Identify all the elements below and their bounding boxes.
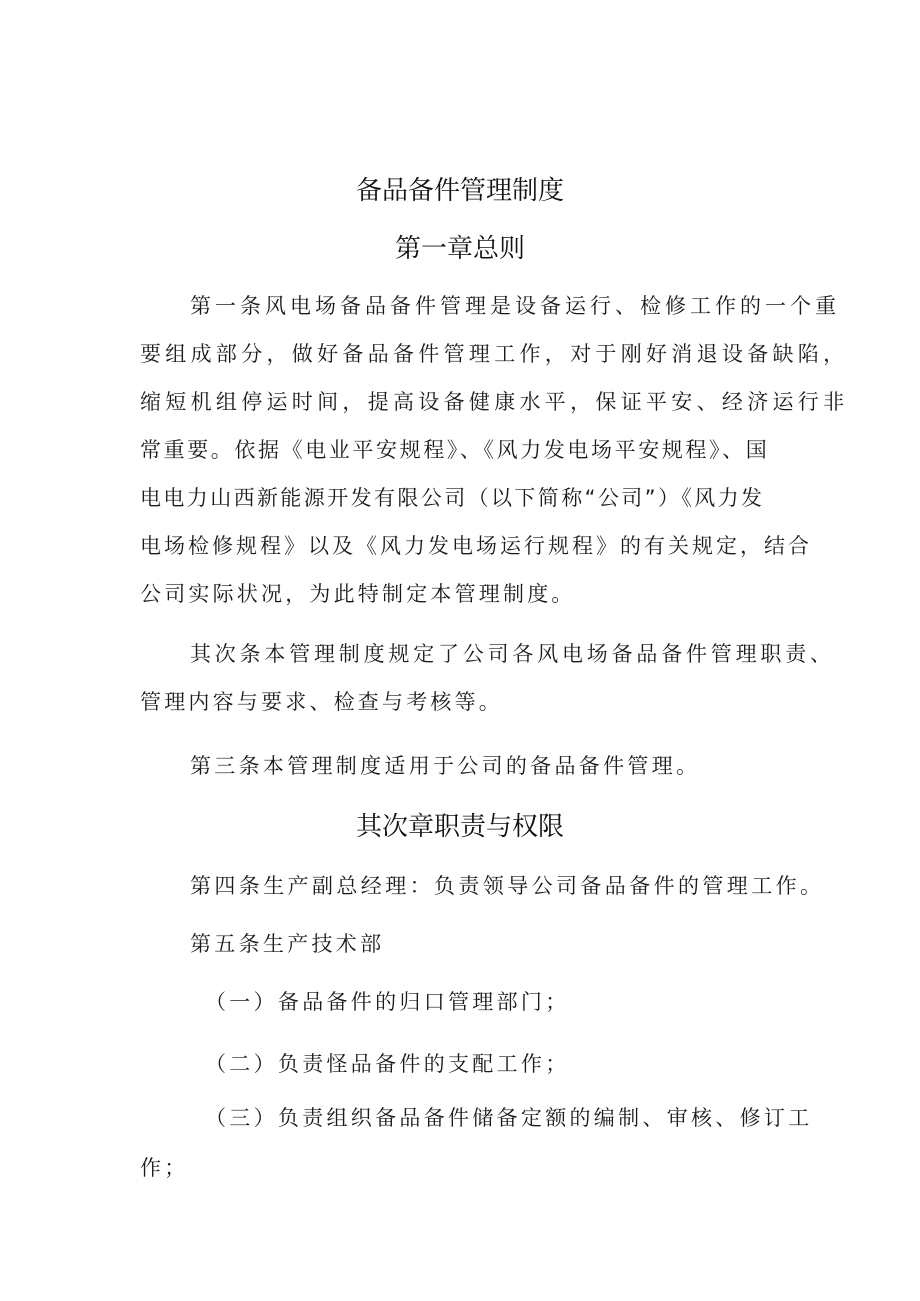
chapter-heading-general: 第一章总则 (394, 234, 525, 264)
list-item-3-line: （三）负责组织备品备件储备定额的编制、审核、修订工 (205, 1106, 813, 1130)
article-2-line: 管理内容与要求、检查与考核等。 (140, 690, 503, 714)
article-1-line: 要组成部分，做好备品备件管理工作，对于刚好消退设备缺陷， (140, 342, 849, 366)
article-1-line: 电电力山西新能源开发有限公司（以下简称“公司”）《风力发 (140, 486, 765, 510)
chapter-heading-responsibilities: 其次章职责与权限 (355, 812, 564, 842)
list-item-2: （二）负责怪品备件的支配工作； (205, 1052, 570, 1076)
list-item-3-line: 作； (140, 1156, 189, 1180)
article-1-line: 缩短机组停运时间，提高设备健康水平，保证平安、经济运行非 (140, 390, 849, 414)
article-1-line: 公司实际状况，为此特制定本管理制度。 (140, 582, 576, 606)
article-3: 第三条本管理制度适用于公司的备品备件管理。 (190, 754, 701, 778)
article-1-line: 常重要。依据《电业平安规程》、《风力发电场平安规程》、国 (140, 438, 770, 462)
article-5: 第五条生产技术部 (190, 932, 385, 956)
article-1-line: 第一条风电场备品备件管理是设备运行、检修工作的一个重 (190, 294, 840, 318)
article-2-line: 其次条本管理制度规定了公司各风电场备品备件管理职责、 (190, 642, 835, 666)
list-item-1: （一）备品备件的归口管理部门； (205, 990, 570, 1014)
document-title: 备品备件管理制度 (355, 176, 564, 206)
article-1-line: 电场检修规程》以及《风力发电场运行规程》的有关规定，结合 (140, 534, 812, 558)
article-4: 第四条生产副总经理：负责领导公司备品备件的管理工作。 (190, 874, 825, 898)
